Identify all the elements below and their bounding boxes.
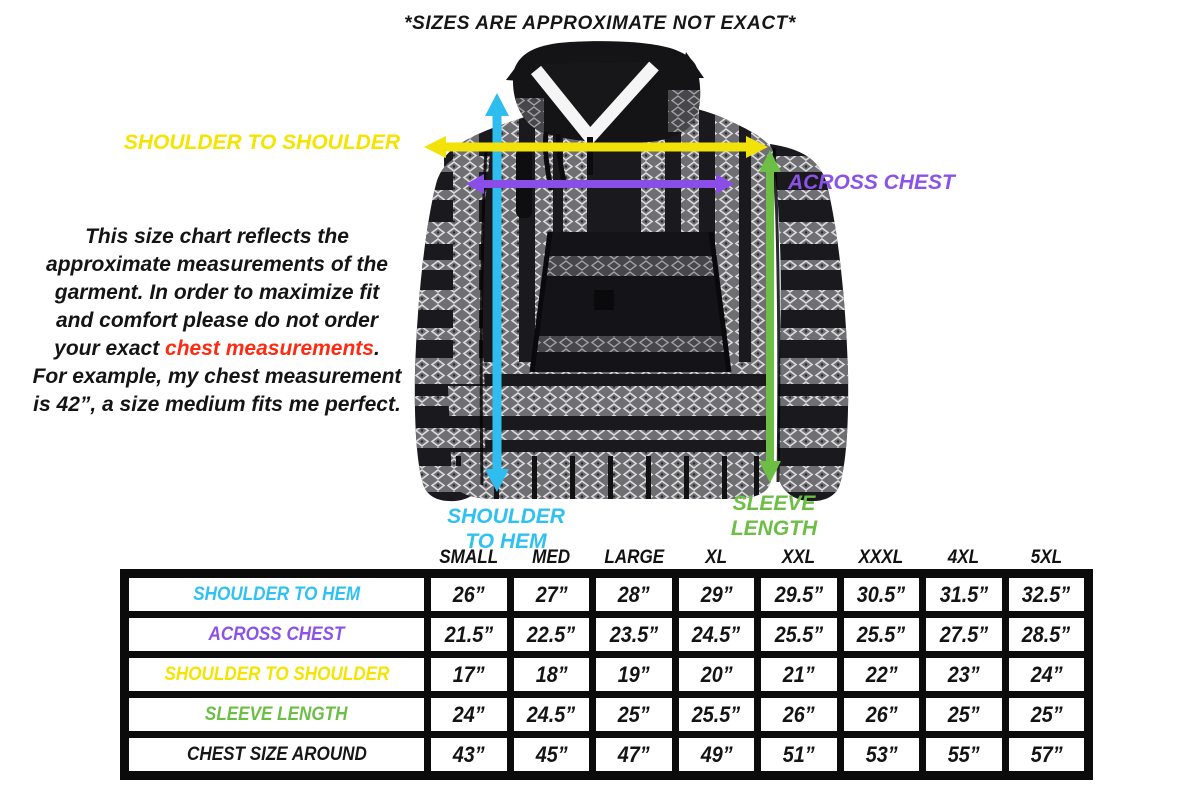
note-line: your exact chest measurements. bbox=[54, 337, 380, 360]
size-value-cell: 21” bbox=[761, 658, 837, 691]
size-value-cell: 25” bbox=[596, 698, 672, 731]
column-header-xxl: XXL bbox=[782, 546, 816, 568]
shoulder-to-hem-label-line1: SHOULDER bbox=[447, 505, 565, 528]
size-value-cell: 20” bbox=[679, 658, 755, 691]
size-note bbox=[2, 223, 432, 419]
size-value-cell: 26” bbox=[761, 698, 837, 731]
size-value-cell: 23.5” bbox=[596, 618, 672, 651]
note-line: is 42”, a size medium fits me perfect. bbox=[33, 393, 401, 416]
size-value-cell: 28.5” bbox=[1009, 618, 1085, 651]
size-value-cell: 31.5” bbox=[926, 578, 1002, 611]
size-value-cell: 18” bbox=[514, 658, 590, 691]
size-value-cell: 29” bbox=[679, 578, 755, 611]
size-value-cell: 17” bbox=[431, 658, 507, 691]
column-header-small: SMALL bbox=[439, 546, 499, 568]
size-value-cell: 24” bbox=[431, 698, 507, 731]
size-value-cell: 28” bbox=[596, 578, 672, 611]
column-header-xxxl: XXXL bbox=[858, 546, 904, 568]
size-value-cell: 29.5” bbox=[761, 578, 837, 611]
sleeve-length-label bbox=[705, 491, 843, 541]
size-value-cell: 47” bbox=[596, 738, 672, 771]
note-line: This size chart reflects the bbox=[85, 225, 349, 248]
size-value-cell: 53” bbox=[844, 738, 920, 771]
size-value-cell: 27.5” bbox=[926, 618, 1002, 651]
size-value-cell: 45” bbox=[514, 738, 590, 771]
size-value-cell: 23” bbox=[926, 658, 1002, 691]
garment-image bbox=[398, 40, 863, 505]
note-line: For example, my chest measurement bbox=[32, 365, 402, 388]
size-value-cell: 24.5” bbox=[679, 618, 755, 651]
size-value-cell: 24” bbox=[1009, 658, 1085, 691]
column-header-large: LARGE bbox=[603, 546, 664, 568]
size-value-cell: 49” bbox=[679, 738, 755, 771]
size-value-cell: 43” bbox=[431, 738, 507, 771]
size-value-cell: 25.5” bbox=[844, 618, 920, 651]
header-spacer bbox=[129, 546, 424, 569]
sleeve-length-label-line2: LENGTH bbox=[730, 517, 818, 540]
note-line: and comfort please do not order bbox=[55, 309, 379, 332]
size-value-cell: 25” bbox=[926, 698, 1002, 731]
shoulder-to-hem-label-line2: TO HEM bbox=[465, 530, 547, 553]
size-value-cell: 24.5” bbox=[514, 698, 590, 731]
column-header-4xl: 4XL bbox=[948, 546, 980, 568]
chest-measurements-highlight: chest measurements bbox=[165, 337, 374, 360]
size-value-cell: 30.5” bbox=[844, 578, 920, 611]
page-title: *SIZES ARE APPROXIMATE NOT EXACT* bbox=[404, 13, 796, 34]
size-value-cell: 27” bbox=[514, 578, 590, 611]
sleeve-length-label-line1: SLEEVE bbox=[732, 492, 816, 515]
size-value-cell: 25.5” bbox=[761, 618, 837, 651]
size-value-cell: 22.5” bbox=[514, 618, 590, 651]
column-header-xl: XL bbox=[705, 546, 728, 568]
row-label-sleeve-length: SLEEVE LENGTH bbox=[129, 698, 424, 731]
row-label-shoulder-to-hem: SHOULDER TO HEM bbox=[129, 578, 424, 611]
across-chest-label: ACROSS CHEST bbox=[788, 171, 955, 194]
size-table bbox=[120, 569, 1093, 780]
garment-pocket bbox=[524, 232, 736, 372]
shoulder-to-shoulder-label: SHOULDER TO SHOULDER bbox=[123, 131, 400, 154]
size-value-cell: 57” bbox=[1009, 738, 1085, 771]
size-value-cell: 21.5” bbox=[431, 618, 507, 651]
note-line: approximate measurements of the bbox=[46, 253, 388, 276]
size-value-cell: 55” bbox=[926, 738, 1002, 771]
size-value-cell: 25.5” bbox=[679, 698, 755, 731]
row-label-shoulder-to-shoulder: SHOULDER TO SHOULDER bbox=[129, 658, 424, 691]
size-value-cell: 22” bbox=[844, 658, 920, 691]
size-value-cell: 25” bbox=[1009, 698, 1085, 731]
row-label-across-chest: ACROSS CHEST bbox=[129, 618, 424, 651]
size-value-cell: 51” bbox=[761, 738, 837, 771]
column-header-5xl: 5XL bbox=[1030, 546, 1062, 568]
size-value-cell: 32.5” bbox=[1009, 578, 1085, 611]
size-value-cell: 26” bbox=[431, 578, 507, 611]
column-header-med: MED bbox=[532, 546, 571, 568]
note-line: garment. In order to maximize fit bbox=[54, 281, 380, 304]
row-label-chest-size-around: CHEST SIZE AROUND bbox=[129, 738, 424, 771]
size-table-header bbox=[129, 546, 1084, 569]
size-value-cell: 26” bbox=[844, 698, 920, 731]
size-value-cell: 19” bbox=[596, 658, 672, 691]
